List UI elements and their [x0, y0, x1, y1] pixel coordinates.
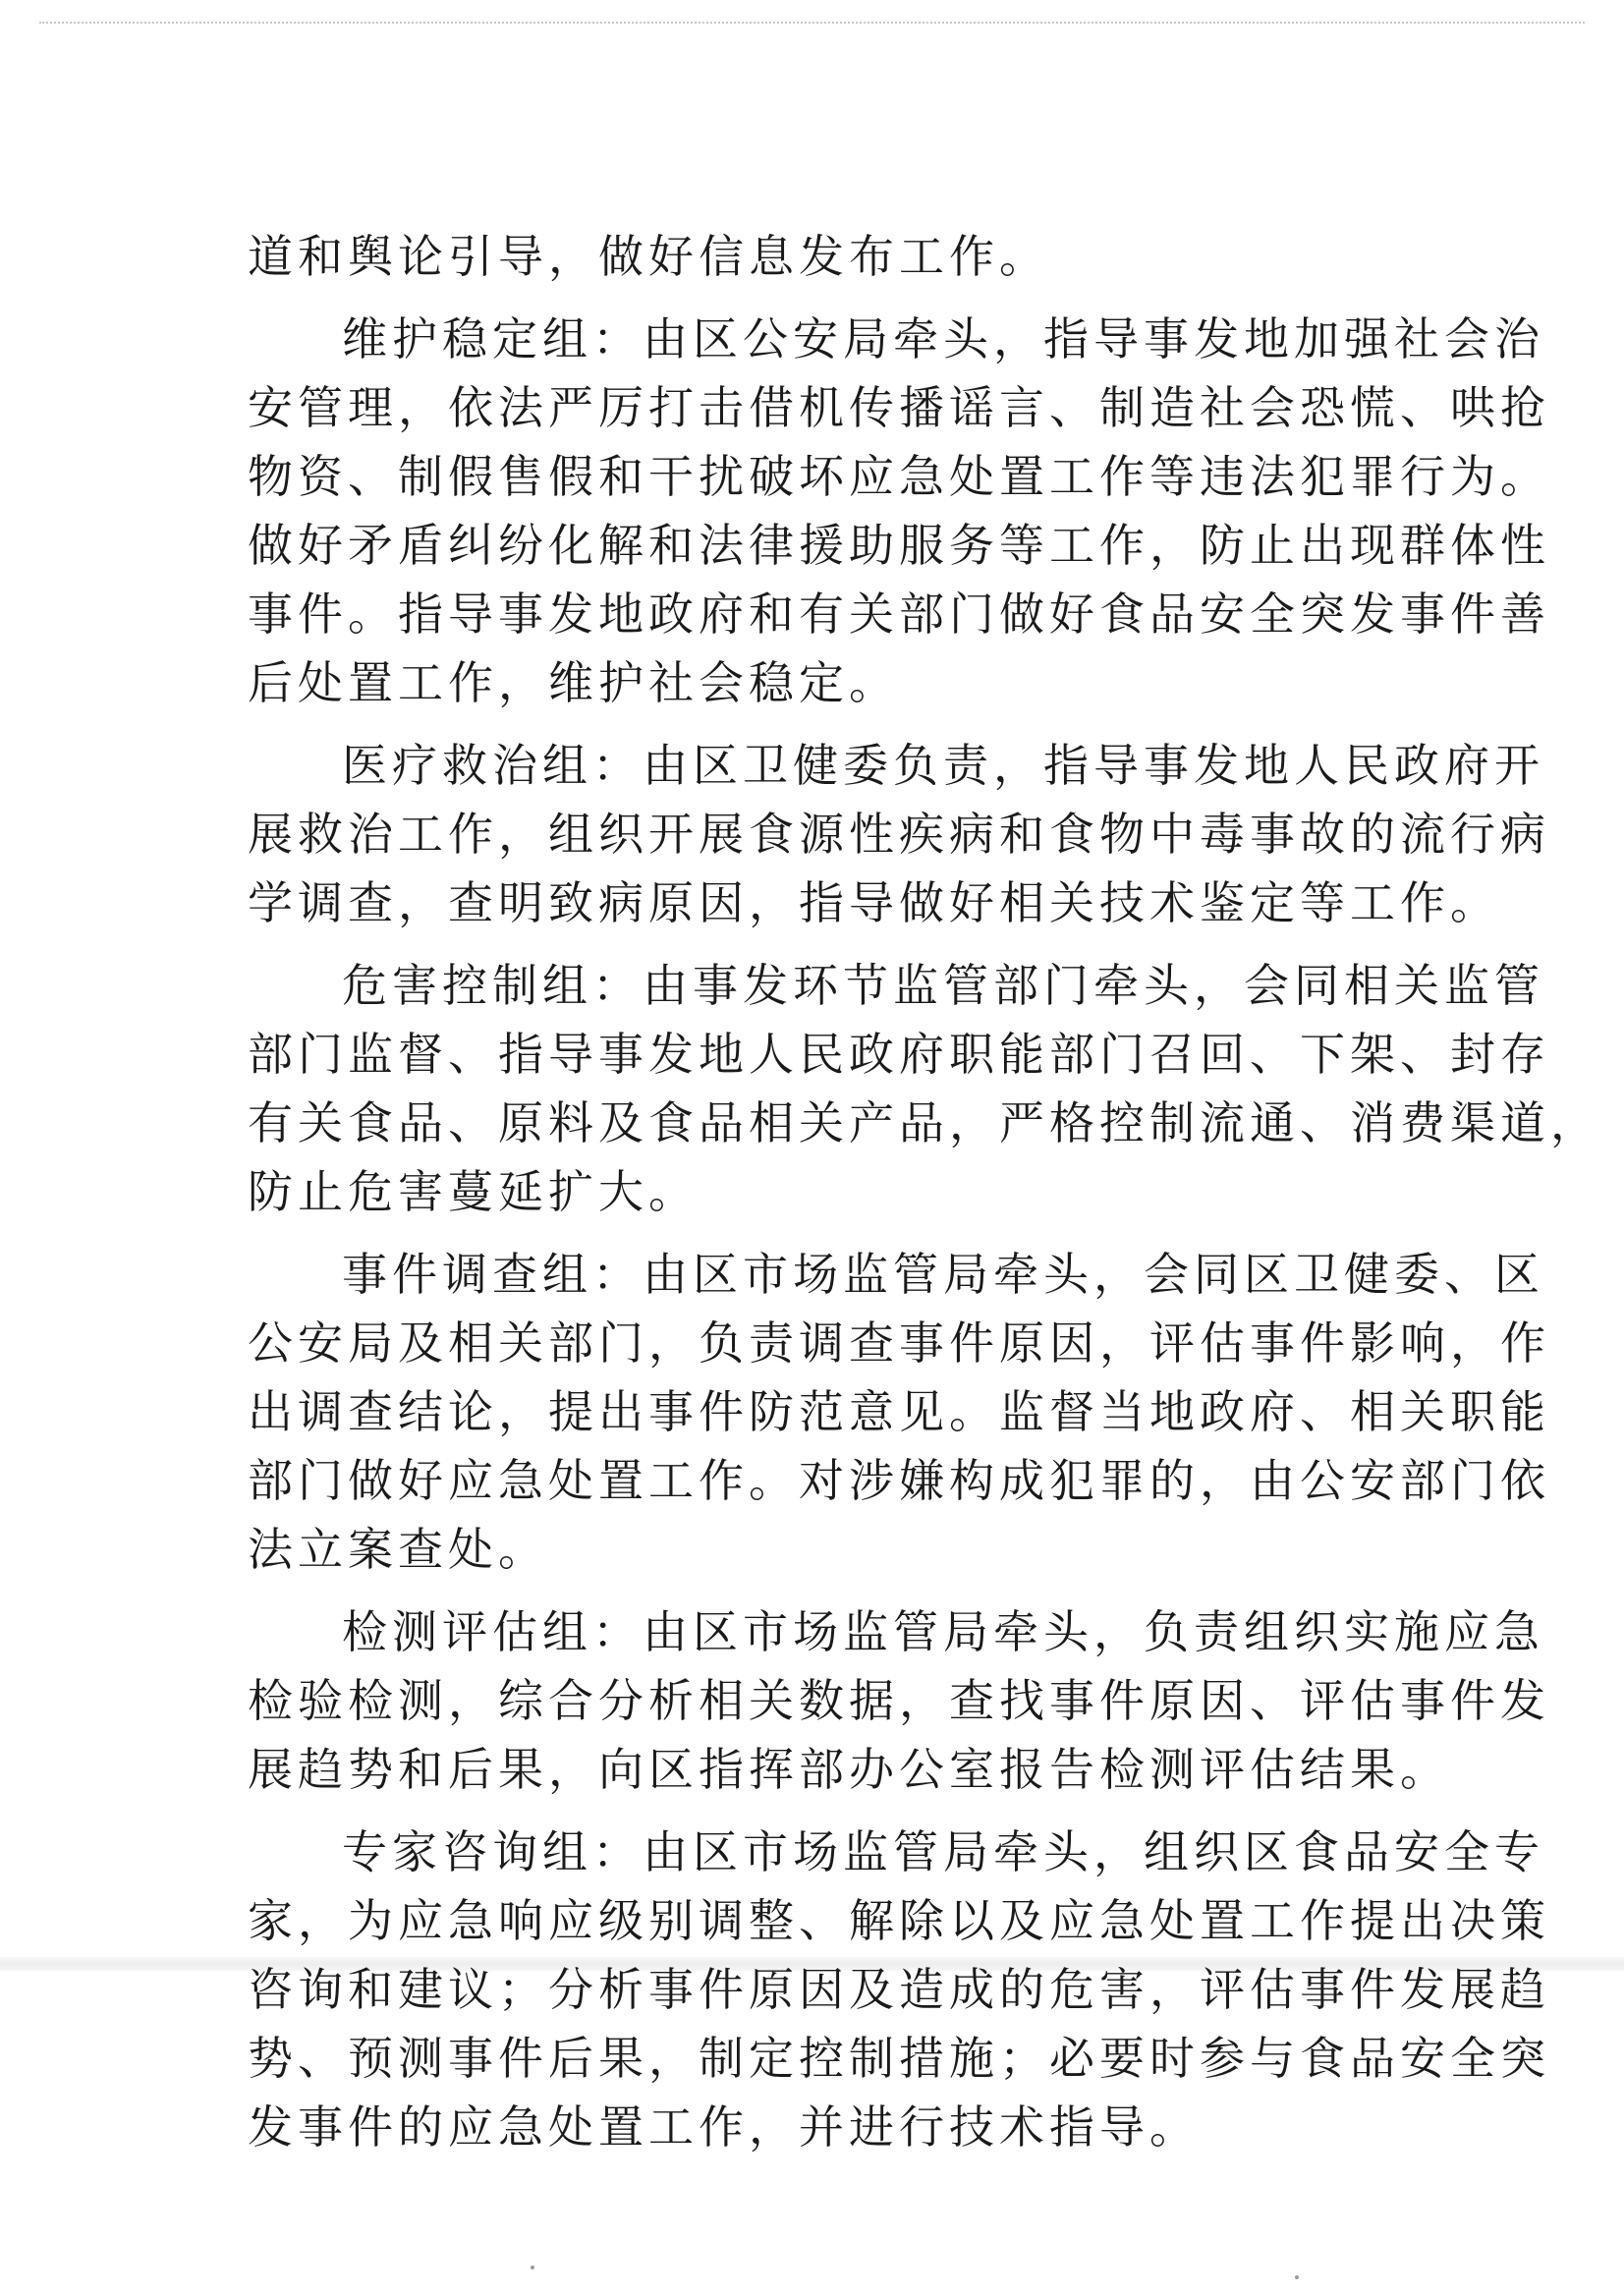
body-text-line: 家，为应急响应级别调整、解除以及应急处置工作提出决策 [248, 1894, 1550, 1947]
scan-speck [531, 2266, 534, 2269]
scan-artifact-top-line [39, 22, 1585, 24]
body-text-line: 势、预测事件后果，制定控制措施；必要时参与食品安全突 [248, 2032, 1550, 2085]
body-text-line: 事件。指导事发地政府和有关部门做好食品安全突发事件善 [248, 588, 1550, 641]
body-text-line: 防止危害蔓延扩大。 [248, 1165, 699, 1218]
body-text-line: 专家咨询组：由区市场监管局牵头，组织区食品安全专 [342, 1825, 1544, 1878]
body-text-line: 部门做好应急处置工作。对涉嫌构成犯罪的，由公安部门依 [248, 1454, 1550, 1507]
body-text-line: 展救治工作，组织开展食源性疾病和食物中毒事故的流行病 [248, 808, 1550, 861]
body-text-line: 后处置工作，维护社会稳定。 [248, 656, 899, 709]
body-text-line: 发事件的应急处置工作，并进行技术指导。 [248, 2100, 1200, 2154]
body-text-line: 危害控制组：由事发环节监管部门牵头，会同相关监管 [342, 959, 1544, 1012]
body-text-line: 安管理，依法严厉打击借机传播谣言、制造社会恐慌、哄抢 [248, 381, 1550, 434]
body-text-line: 公安局及相关部门，负责调查事件原因，评估事件影响，作 [248, 1316, 1550, 1370]
body-text-line: 展趋势和后果，向区指挥部办公室报告检测评估结果。 [248, 1743, 1450, 1796]
scan-speck [1295, 2275, 1299, 2279]
body-text-line: 事件调查组：由区市场监管局牵头，会同区卫健委、区 [342, 1248, 1544, 1301]
body-text-line: 检测评估组：由区市场监管局牵头，负责组织实施应急 [342, 1605, 1544, 1658]
body-text-line: 学调查，查明致病原因，指导做好相关技术鉴定等工作。 [248, 876, 1500, 929]
body-text-line: 出调查结论，提出事件防范意见。监督当地政府、相关职能 [248, 1385, 1550, 1438]
body-text-line: 医疗救治组：由区卫健委负责，指导事发地人民政府开 [342, 739, 1544, 792]
body-text-line: 部门监督、指导事发地人民政府职能部门召回、下架、封存 [248, 1028, 1550, 1081]
body-text-line: 有关食品、原料及食品相关产品，严格控制流通、消费渠道， [248, 1096, 1600, 1149]
document-body [248, 222, 1600, 2161]
body-text-line: 做好矛盾纠纷化解和法律援助服务等工作，防止出现群体性 [248, 519, 1550, 572]
body-text-line: 道和舆论引导，做好信息发布工作。 [248, 230, 1049, 283]
body-text-line: 法立案查处。 [248, 1523, 548, 1576]
body-text-line: 检验检测，综合分析相关数据，查找事件原因、评估事件发 [248, 1674, 1550, 1727]
body-text-line: 物资、制假售假和干扰破坏应急处置工作等违法犯罪行为。 [248, 450, 1550, 503]
body-text-line: 咨询和建议；分析事件原因及造成的危害，评估事件发展趋 [248, 1963, 1550, 2016]
body-text-line: 维护稳定组：由区公安局牵头，指导事发地加强社会治 [342, 312, 1544, 365]
